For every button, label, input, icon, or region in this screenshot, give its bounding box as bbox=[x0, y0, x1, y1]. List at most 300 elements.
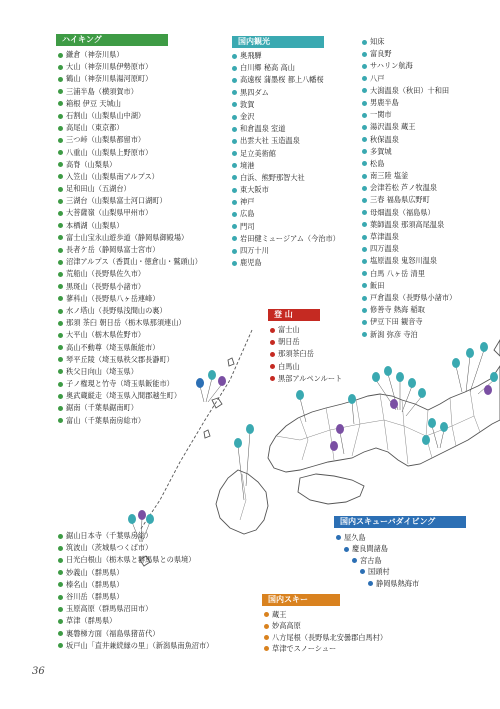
north-item bbox=[362, 219, 456, 231]
bullet-dot-icon bbox=[232, 127, 237, 132]
bullet-dot-icon bbox=[58, 546, 63, 551]
domestic-item-label: 足立美術館 bbox=[240, 148, 276, 158]
domestic-item-label: 岩田健ミュージアム（今治市） bbox=[240, 233, 340, 243]
bullet-dot-icon bbox=[362, 308, 367, 313]
bullet-dot-icon bbox=[232, 102, 237, 107]
north-item bbox=[362, 85, 456, 97]
diving-item bbox=[336, 566, 419, 577]
bullet-dot-icon bbox=[58, 631, 63, 636]
north-item-label: 飯田 bbox=[370, 280, 385, 290]
bullet-dot-icon bbox=[362, 332, 367, 337]
climbing-item-label: 黒部アルペンルート bbox=[278, 373, 343, 383]
diving-item bbox=[336, 543, 419, 554]
bullet-dot-icon bbox=[362, 271, 367, 276]
north-item bbox=[362, 146, 456, 158]
north-item-label: 会津若松 芦ノ牧温泉 bbox=[370, 183, 437, 193]
bullet-dot-icon bbox=[360, 569, 365, 574]
north-item bbox=[362, 158, 456, 170]
bullet-dot-icon bbox=[270, 328, 275, 333]
hiking-item-label: 秩父日向山（埼玉県） bbox=[66, 366, 138, 376]
hiking-item-label: 入笠山（山梨県南アルプス） bbox=[66, 171, 159, 181]
bullet-dot-icon bbox=[58, 89, 63, 94]
climbing-item bbox=[270, 373, 342, 385]
lower-hiking-item-label: 筑波山（茨城県つくば市） bbox=[66, 543, 153, 553]
north-item-label: 一関市 bbox=[370, 110, 392, 120]
bullet-dot-icon bbox=[58, 558, 63, 563]
lower-hiking-item-label: 裏磐梯方面（福島県猪苗代） bbox=[66, 628, 160, 638]
domestic-item-label: 高遠桜 蒲墨桜 都上八幡桜 bbox=[240, 75, 324, 85]
north-item bbox=[362, 73, 456, 85]
bullet-dot-icon bbox=[58, 199, 63, 204]
diving-item-label: 宮古島 bbox=[360, 555, 382, 565]
diving-item bbox=[336, 555, 419, 566]
hiking-item-label: 高脊（山梨県） bbox=[66, 159, 117, 169]
domestic-item bbox=[232, 257, 340, 269]
north-item-label: 大潟温泉（秋田）十和田 bbox=[370, 85, 450, 95]
lower-hiking-item-label: 坂戸山「直井兼続縁の里」（新潟県南魚沼市） bbox=[66, 640, 214, 650]
hiking-item bbox=[58, 268, 202, 280]
hiking-item-label: 富士山宝永山遊歩道（静岡県御殿場） bbox=[66, 232, 189, 242]
ski-item-label: 蔵王 bbox=[272, 610, 287, 619]
hiking-item bbox=[58, 171, 202, 183]
hiking-item-label: 三湖台（山梨県富士河口湖町） bbox=[66, 196, 167, 206]
hiking-item bbox=[58, 73, 202, 85]
north-item-label: 母畑温泉（福島県） bbox=[370, 207, 435, 217]
domestic-item bbox=[232, 87, 340, 99]
bullet-dot-icon bbox=[362, 174, 367, 179]
bullet-dot-icon bbox=[58, 65, 63, 70]
hiking-item-label: 琴平丘陵（埼玉県秩父郡長瀞町） bbox=[66, 354, 174, 364]
bullet-dot-icon bbox=[362, 101, 367, 106]
hiking-header: ハイキング bbox=[56, 34, 168, 46]
north-item-label: 富良野 bbox=[370, 49, 392, 59]
bullet-dot-icon bbox=[58, 211, 63, 216]
hiking-item bbox=[58, 49, 202, 61]
bullet-dot-icon bbox=[232, 54, 237, 59]
bullet-dot-icon bbox=[232, 212, 237, 217]
bullet-dot-icon bbox=[58, 114, 63, 119]
ski-item bbox=[264, 643, 387, 654]
hiking-item bbox=[58, 378, 202, 390]
bullet-dot-icon bbox=[232, 188, 237, 193]
hiking-item-label: 沼津アルプス（香貫山・徳倉山・鷲頭山） bbox=[66, 257, 202, 267]
hiking-item-label: 荒船山（長野県佐久市） bbox=[66, 269, 146, 279]
lower-hiking-item-label: 草津（群馬県） bbox=[66, 616, 117, 626]
diving-item-label: 屋久島 bbox=[344, 533, 366, 542]
bullet-dot-icon bbox=[264, 646, 269, 651]
bullet-dot-icon bbox=[362, 296, 367, 301]
north-item-label: 南三陸 塩釜 bbox=[370, 171, 409, 181]
bullet-dot-icon bbox=[58, 406, 63, 411]
bullet-dot-icon bbox=[58, 272, 63, 277]
domestic-item-label: 東大阪市 bbox=[240, 185, 269, 195]
lower-hiking-item-label: 日光白根山（栃木県と群馬県との県境） bbox=[66, 555, 196, 565]
bullet-dot-icon bbox=[232, 78, 237, 83]
hiking-item-label: 石割山（山梨県山中湖） bbox=[66, 110, 146, 120]
bullet-dot-icon bbox=[58, 369, 63, 374]
hiking-item bbox=[58, 98, 202, 110]
lower-hiking-item-label: 榛名山（群馬県） bbox=[66, 579, 124, 589]
bullet-dot-icon bbox=[58, 607, 63, 612]
bullet-dot-icon bbox=[232, 261, 237, 266]
ski-item-label: 八方尾根（長野県北安曇郡白馬村） bbox=[272, 632, 388, 642]
bullet-dot-icon bbox=[362, 259, 367, 264]
domestic-item-label: 敦賀 bbox=[240, 99, 255, 109]
bullet-dot-icon bbox=[362, 222, 367, 227]
bullet-dot-icon bbox=[58, 187, 63, 192]
hiking-item bbox=[58, 366, 202, 378]
bullet-dot-icon bbox=[362, 161, 367, 166]
bullet-dot-icon bbox=[362, 247, 367, 252]
domestic-item-label: 鹿児島 bbox=[240, 258, 262, 268]
domestic-item bbox=[232, 99, 340, 111]
domestic-item bbox=[232, 245, 340, 257]
bullet-dot-icon bbox=[264, 624, 269, 629]
hiking-item bbox=[58, 195, 202, 207]
bullet-dot-icon bbox=[58, 101, 63, 106]
north-item bbox=[362, 109, 456, 121]
bullet-dot-icon bbox=[58, 595, 63, 600]
bullet-dot-icon bbox=[362, 149, 367, 154]
north-item bbox=[362, 182, 456, 194]
hiking-item-label: 蓼科山（長野県八ヶ岳連峰） bbox=[66, 293, 160, 303]
bullet-dot-icon bbox=[232, 139, 237, 144]
hiking-item bbox=[58, 110, 202, 122]
hiking-item-label: 黒斑山（長野県小諸市） bbox=[66, 281, 146, 291]
climbing-list bbox=[270, 324, 342, 385]
domestic-header: 国内観光 bbox=[232, 36, 324, 48]
bullet-dot-icon bbox=[58, 138, 63, 143]
bullet-dot-icon bbox=[336, 535, 341, 540]
climbing-item bbox=[270, 324, 342, 336]
north-item bbox=[362, 255, 456, 267]
hiking-item-label: 本栖湖（山梨県） bbox=[66, 220, 124, 230]
hiking-item-label: 長者ケ岳（静岡県富士宮市） bbox=[66, 245, 160, 254]
domestic-list bbox=[232, 50, 340, 269]
bullet-dot-icon bbox=[58, 150, 63, 155]
north-item bbox=[362, 268, 456, 280]
climbing-item-label: 白馬山 bbox=[278, 361, 300, 371]
bullet-dot-icon bbox=[362, 113, 367, 118]
hiking-item bbox=[58, 122, 202, 134]
domestic-item-label: 広島 bbox=[240, 209, 255, 219]
domestic-item-label: 出雲大社 玉造温泉 bbox=[240, 136, 300, 146]
bullet-dot-icon bbox=[58, 333, 63, 338]
climbing-item-label: 那須茶臼岳 bbox=[278, 349, 314, 359]
north-item-label: 修善寺 熱海 稲取 bbox=[370, 305, 425, 315]
hiking-item-label: 箱根 伊豆 天城山 bbox=[66, 98, 121, 108]
climbing-item-label: 朝日岳 bbox=[278, 337, 300, 347]
north-item-label: 白馬 八ヶ岳 清里 bbox=[370, 268, 425, 278]
north-item bbox=[362, 194, 456, 206]
domestic-item bbox=[232, 62, 340, 74]
bullet-dot-icon bbox=[58, 174, 63, 179]
north-item bbox=[362, 207, 456, 219]
hiking-item bbox=[58, 354, 202, 366]
hiking-item-label: 三浦半島（横須賀市） bbox=[66, 86, 138, 96]
lower-hiking-item bbox=[58, 579, 213, 591]
lower-hiking-item-label: 鋸山日本寺（千葉県房総） bbox=[66, 531, 153, 540]
hiking-item-label: 那須 茶臼 朝日岳（栃木県那須連山） bbox=[66, 318, 186, 328]
ski-item bbox=[264, 620, 387, 631]
bullet-dot-icon bbox=[58, 284, 63, 289]
north-item-label: 秋保温泉 bbox=[370, 134, 399, 144]
north-item-label: 八戸 bbox=[370, 73, 385, 83]
hiking-item bbox=[58, 281, 202, 293]
domestic-item-label: 和倉温泉 室道 bbox=[240, 124, 286, 134]
climbing-header: 登 山 bbox=[268, 309, 320, 321]
climbing-item-label: 富士山 bbox=[278, 325, 300, 334]
bullet-dot-icon bbox=[58, 570, 63, 575]
bullet-dot-icon bbox=[368, 581, 373, 586]
north-item-label: 戸倉温泉（長野県小諸市） bbox=[370, 292, 457, 302]
domestic-item-label: 門司 bbox=[240, 221, 255, 231]
bullet-dot-icon bbox=[352, 558, 357, 563]
north-item bbox=[362, 316, 456, 328]
hiking-item-label: 高山不動尊（埼玉県飯能市） bbox=[66, 342, 160, 352]
hiking-item-label: 鎌倉（神奈川県） bbox=[66, 50, 124, 59]
climbing-item bbox=[270, 336, 342, 348]
hiking-item bbox=[58, 317, 202, 329]
north-item-label: 草津温泉 bbox=[370, 232, 399, 241]
bullet-dot-icon bbox=[58, 357, 63, 362]
bullet-dot-icon bbox=[58, 345, 63, 350]
bullet-dot-icon bbox=[362, 210, 367, 215]
climbing-item bbox=[270, 361, 342, 373]
north-item-label: 塩原温泉 鬼怒川温泉 bbox=[370, 256, 437, 266]
lower-hiking-item bbox=[58, 615, 213, 627]
north-item bbox=[362, 121, 456, 133]
domestic-item-label: 境港 bbox=[240, 160, 255, 170]
north-item bbox=[362, 36, 456, 48]
hiking-item bbox=[58, 329, 202, 341]
hiking-item bbox=[58, 305, 202, 317]
lower-hiking-item bbox=[58, 554, 213, 566]
domestic-item bbox=[232, 148, 340, 160]
bullet-dot-icon bbox=[232, 90, 237, 95]
lower-hiking-item bbox=[58, 542, 213, 554]
north-list bbox=[362, 36, 456, 341]
bullet-dot-icon bbox=[362, 186, 367, 191]
domestic-item bbox=[232, 172, 340, 184]
hiking-item bbox=[58, 159, 202, 171]
lower-hiking-item bbox=[58, 640, 213, 652]
north-item-label: 三春 福島県広野町 bbox=[370, 195, 430, 205]
bullet-dot-icon bbox=[362, 52, 367, 57]
ski-item-label: 草津でスノーシュー bbox=[272, 644, 337, 654]
bullet-dot-icon bbox=[58, 534, 63, 539]
north-item bbox=[362, 134, 456, 146]
hiking-item-label: 富山（千葉県南房総市） bbox=[66, 415, 146, 425]
hiking-item bbox=[58, 415, 202, 427]
lower-hiking-item bbox=[58, 591, 213, 603]
domestic-item bbox=[232, 111, 340, 123]
domestic-item-label: 金沢 bbox=[240, 111, 255, 121]
domestic-item bbox=[232, 135, 340, 147]
bullet-dot-icon bbox=[58, 619, 63, 624]
domestic-item bbox=[232, 221, 340, 233]
bullet-dot-icon bbox=[362, 40, 367, 45]
north-item bbox=[362, 280, 456, 292]
bullet-dot-icon bbox=[232, 175, 237, 180]
bullet-dot-icon bbox=[58, 309, 63, 314]
bullet-dot-icon bbox=[264, 612, 269, 617]
north-item-label: 四万温泉 bbox=[370, 244, 399, 254]
north-item-label: サハリン航海 bbox=[370, 61, 413, 71]
hiking-item-label: 鋸南（千葉県鋸南町） bbox=[66, 403, 138, 413]
hiking-item bbox=[58, 86, 202, 98]
hiking-item bbox=[58, 134, 202, 146]
domestic-item-label: 白浜、熊野那智大社 bbox=[240, 172, 305, 182]
bullet-dot-icon bbox=[344, 547, 349, 552]
hiking-item bbox=[58, 183, 202, 195]
hiking-item bbox=[58, 342, 202, 354]
hiking-item-label: 大菩薩嶺（山梨県甲州市） bbox=[66, 208, 153, 218]
bullet-dot-icon bbox=[58, 126, 63, 131]
bullet-dot-icon bbox=[58, 77, 63, 82]
domestic-item bbox=[232, 123, 340, 135]
bullet-dot-icon bbox=[270, 352, 275, 357]
bullet-dot-icon bbox=[362, 320, 367, 325]
bullet-dot-icon bbox=[232, 163, 237, 168]
north-item-label: 湯沢温泉 蔵王 bbox=[370, 122, 416, 132]
lower-hiking-item bbox=[58, 530, 213, 542]
bullet-dot-icon bbox=[58, 582, 63, 587]
bullet-dot-icon bbox=[362, 76, 367, 81]
bullet-dot-icon bbox=[232, 151, 237, 156]
north-item bbox=[362, 292, 456, 304]
bullet-dot-icon bbox=[58, 418, 63, 423]
bullet-dot-icon bbox=[264, 635, 269, 640]
lower-hiking-item-label: 谷川岳（群馬県） bbox=[66, 591, 124, 601]
hiking-item bbox=[58, 232, 202, 244]
north-item bbox=[362, 48, 456, 60]
hiking-item-label: 三つ峠（山梨県都留市） bbox=[66, 135, 146, 145]
north-item-label: 伊豆下田 観音寺 bbox=[370, 317, 423, 327]
bullet-dot-icon bbox=[232, 249, 237, 254]
diving-item bbox=[336, 532, 419, 543]
lower-hiking-list bbox=[58, 530, 213, 652]
hiking-item-label: 水ノ塔山（長野県浅間山の裏） bbox=[66, 305, 167, 315]
hiking-item-label: 大山（神奈川県伊勢原市） bbox=[66, 62, 153, 72]
domestic-item bbox=[232, 208, 340, 220]
north-item-label: 男鹿半島 bbox=[370, 97, 399, 107]
hiking-item-label: 足和田山（五湖台） bbox=[66, 184, 131, 194]
bullet-dot-icon bbox=[232, 200, 237, 205]
domestic-item bbox=[232, 50, 340, 62]
lower-hiking-item bbox=[58, 603, 213, 615]
north-item-label: 松島 bbox=[370, 158, 385, 168]
ski-header: 国内スキー bbox=[262, 594, 340, 606]
domestic-item-label: 四万十川 bbox=[240, 246, 269, 255]
hiking-list bbox=[58, 49, 202, 427]
hiking-item bbox=[58, 207, 202, 219]
hiking-item bbox=[58, 244, 202, 256]
diving-item bbox=[336, 578, 419, 589]
lower-hiking-item bbox=[58, 567, 213, 579]
page-number: 36 bbox=[32, 666, 45, 677]
domestic-item-label: 神戸 bbox=[240, 197, 255, 207]
north-item bbox=[362, 304, 456, 316]
hiking-item bbox=[58, 147, 202, 159]
domestic-item bbox=[232, 74, 340, 86]
north-item-label: 新潟 弥彦 寺泊 bbox=[370, 329, 418, 339]
bullet-dot-icon bbox=[232, 236, 237, 241]
lower-hiking-item bbox=[58, 628, 213, 640]
hiking-item bbox=[58, 402, 202, 414]
diving-item-label: 国頭村 bbox=[368, 567, 390, 577]
domestic-item bbox=[232, 233, 340, 245]
domestic-item bbox=[232, 184, 340, 196]
bullet-dot-icon bbox=[58, 394, 63, 399]
ski-item bbox=[264, 632, 387, 643]
bullet-dot-icon bbox=[362, 283, 367, 288]
diving-item-label: 慶良間諸島 bbox=[352, 544, 388, 554]
domestic-item-label: 黒四ダム bbox=[240, 87, 269, 97]
bullet-dot-icon bbox=[362, 88, 367, 93]
north-item bbox=[362, 231, 456, 243]
hiking-item bbox=[58, 293, 202, 305]
bullet-dot-icon bbox=[362, 198, 367, 203]
domestic-item-label: 白川郷 秘高 高山 bbox=[240, 63, 295, 73]
hiking-item bbox=[58, 256, 202, 268]
bullet-dot-icon bbox=[58, 53, 63, 58]
bullet-dot-icon bbox=[362, 125, 367, 130]
north-item bbox=[362, 329, 456, 341]
north-item bbox=[362, 243, 456, 255]
diving-list bbox=[336, 532, 419, 589]
north-item-label: 多賀城 bbox=[370, 146, 392, 156]
domestic-item-label: 奥飛騨 bbox=[240, 51, 262, 60]
hiking-item bbox=[58, 390, 202, 402]
bullet-dot-icon bbox=[362, 137, 367, 142]
bullet-dot-icon bbox=[58, 643, 63, 648]
lower-hiking-item-label: 玉原高原（群馬県沼田市） bbox=[66, 604, 153, 614]
hiking-item-label: 高尾山（東京都） bbox=[66, 123, 124, 133]
north-item-label: 葉師温泉 那須高尾温泉 bbox=[370, 219, 445, 229]
north-item bbox=[362, 170, 456, 182]
bullet-dot-icon bbox=[58, 223, 63, 228]
bullet-dot-icon bbox=[362, 64, 367, 69]
lower-hiking-item-label: 妙義山（群馬県） bbox=[66, 567, 124, 577]
diving-header: 国内スキューバダイビング bbox=[334, 516, 466, 528]
north-item-label: 知床 bbox=[370, 37, 385, 46]
bullet-dot-icon bbox=[58, 382, 63, 387]
bullet-dot-icon bbox=[362, 235, 367, 240]
bullet-dot-icon bbox=[58, 296, 63, 301]
domestic-item bbox=[232, 160, 340, 172]
bullet-dot-icon bbox=[270, 340, 275, 345]
diving-item-label: 静岡県熱海市 bbox=[376, 578, 420, 588]
bullet-dot-icon bbox=[270, 376, 275, 381]
hiking-item-label: 大平山（栃木県佐野市） bbox=[66, 330, 146, 340]
domestic-item bbox=[232, 196, 340, 208]
north-item bbox=[362, 97, 456, 109]
climbing-item bbox=[270, 348, 342, 360]
bullet-dot-icon bbox=[58, 260, 63, 265]
hiking-item-label: 奥武蔵縦走（埼玉県入間郡越生町） bbox=[66, 391, 182, 401]
hiking-item bbox=[58, 220, 202, 232]
bullet-dot-icon bbox=[232, 66, 237, 71]
ski-item bbox=[264, 609, 387, 620]
ski-list bbox=[264, 609, 387, 655]
north-item bbox=[362, 60, 456, 72]
bullet-dot-icon bbox=[232, 224, 237, 229]
bullet-dot-icon bbox=[58, 321, 63, 326]
hiking-item-label: 八重山（山梨県上野原市） bbox=[66, 147, 153, 157]
bullet-dot-icon bbox=[58, 235, 63, 240]
bullet-dot-icon bbox=[232, 115, 237, 120]
